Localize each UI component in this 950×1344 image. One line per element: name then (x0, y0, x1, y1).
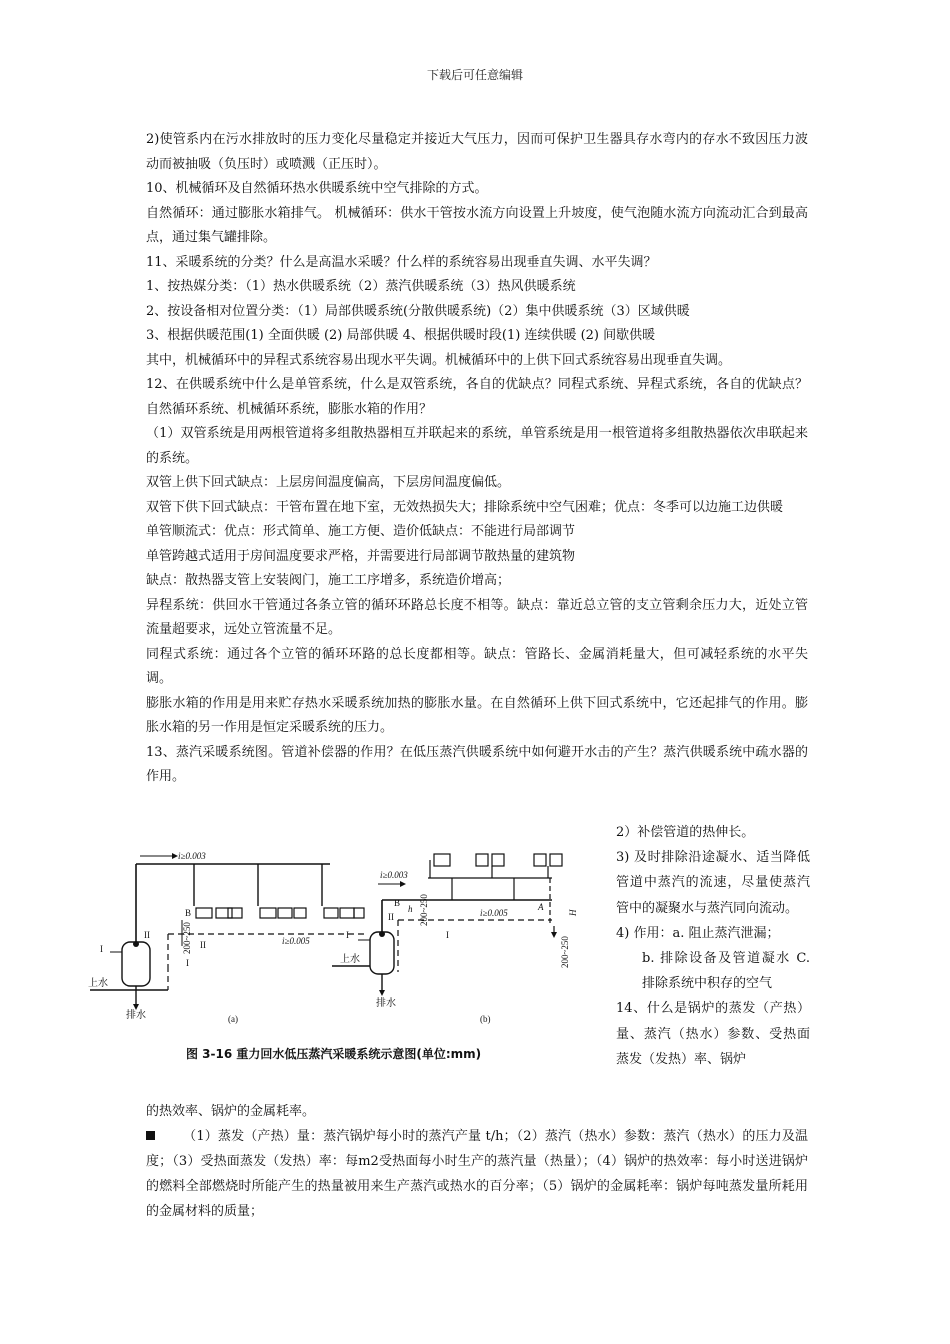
paragraph: 12、在供暖系统中什么是单管系统，什么是双管系统，各自的优缺点？同程式系统、异程式系统，各自的优缺点？自然循环系统、机械循环系统，膨胀水箱的作用？ (146, 377, 808, 417)
paragraph: 3、根据供暖范围(1) 全面供暖 (2) 局部供暖 4、根据供暖时段(1) 连续供暖 (2) 间歇供暖 (146, 328, 656, 343)
paragraph: 单管顺流式：优点：形式简单、施工方便、造价低缺点：不能进行局部调节 (146, 524, 576, 539)
label-A: A (538, 902, 544, 912)
paragraph: 的热效率、锅炉的金属耗率。 (146, 1104, 316, 1119)
dimension-label: 200~250 (419, 894, 429, 926)
dimension-label: 200~250 (560, 936, 570, 968)
dimension-label: 200~250 (182, 922, 192, 954)
paragraph: 自然循环：通过膨胀水箱排气。 机械循环：供水干管按水流方向设置上升坡度，使气泡随水流方向流动汇合到最高点，通过集气罐排除。 (146, 205, 808, 245)
paragraph: 4) 作用：a. 阻止蒸汽泄漏； (616, 925, 780, 941)
paragraph: 膨胀水箱的作用是用来贮存热水采暖系统加热的膨胀水量。在自然循环上供下回式系统中，它还起排气的作用。膨胀水箱的另一作用是恒定采暖系统的压力。 (146, 695, 808, 735)
label-h: h (408, 904, 413, 914)
tail-text (146, 1099, 808, 1224)
paragraph: 同程式系统：通过各个立管的循环环路的总长度都相等。缺点：管路长、金属消耗量大，但可减轻系统的水平失调。 (146, 646, 808, 686)
paragraph: 2)使管系内在污水排放时的压力变化尽量稳定并接近大气压力，因而可保护卫生器具存水弯内的存水不致因压力波动而被抽吸（负压时）或喷溅（正压时）。 (146, 132, 808, 172)
main-text (146, 128, 808, 790)
paragraph: 3) 及时排除沿途凝水、适当降低管道中蒸汽的流速，尽量使蒸汽管中的凝聚水与蒸汽同向流动。 (616, 850, 810, 916)
paragraph: 2）补偿管道的热伸长。 (616, 825, 755, 840)
paragraph: b. 排除设备及管道凝水 C. 排除系统中积存的空气 (642, 951, 810, 992)
drain-label: 排水 (376, 998, 396, 1009)
side-text (616, 820, 810, 1072)
paragraph: 2、按设备相对位置分类：（1）局部供暖系统(分散供暖系统)（2）集中供暖系统（3）区域供暖 (146, 303, 690, 319)
page-header: 下载后可任意编辑 (426, 68, 523, 82)
slope-label: i≥0.003 (380, 870, 408, 880)
label-H: H (568, 909, 578, 916)
paragraph: 双管下供下回式缺点：干管布置在地下室，无效热损失大；排除系统中空气困难；优点：冬季可以边施工边供暖 (146, 499, 784, 515)
paragraph: 11、采暖系统的分类？什么是高温水采暖？什么样的系统容易出现垂直失调、水平失调？ (146, 254, 657, 270)
diagram-b (332, 854, 578, 1024)
paragraph: 1、按热媒分类：（1）热水供暖系统（2）蒸汽供暖系统（3）热风供暖系统 (146, 279, 576, 294)
label-I: I (346, 930, 349, 940)
water-inlet-label: 上水 (88, 978, 108, 989)
slope-label: i≥0.003 (178, 851, 206, 861)
paragraph-body: （1）蒸发（产热）量：蒸汽锅炉每小时的蒸汽产量 t/h；（2）蒸汽（热水）参数：蒸汽（热水）的压力及温度；（3）受热面蒸发（发热）率：每m2受热面每小时生产的蒸汽量（热量）；（4）锅炉的热效率：每小时送进锅炉的燃料全部燃烧时所能产生的热量被用来生产蒸汽或热水的百分率；（5）锅炉的金属耗率：锅炉每吨蒸发量所耗用的金属材料的质量； (146, 1129, 808, 1219)
figure-caption: 图 3-16 重力回水低压蒸汽采暖系统示意图(单位:mm) (186, 1047, 482, 1061)
steam-heating-diagram (82, 816, 604, 1072)
drain-label: 排水 (126, 1010, 146, 1021)
label-I: I (100, 944, 103, 954)
label-I: I (186, 958, 189, 968)
label-II: II (388, 912, 394, 922)
paragraph: 10、机械循环及自然循环热水供暖系统中空气排除的方式。 (146, 181, 488, 196)
label-B: B (394, 898, 401, 908)
label-II: II (144, 930, 150, 940)
paragraph: 异程系统：供回水干管通过各条立管的循环环路总长度不相等。缺点：靠近总立管的支立管剩余压力大，近处立管流量超要求，远处立管流量不足。 (146, 597, 808, 637)
paragraph: 其中，机械循环中的异程式系统容易出现水平失调。机械循环中的上供下回式系统容易出现垂直失调。 (146, 352, 732, 368)
slope-label: i≥0.005 (282, 936, 310, 946)
paragraph: 14、什么是锅炉的蒸发（产热）量、蒸汽（热水）参数、受热面蒸发（发热）率、锅炉 (616, 1001, 810, 1067)
paragraph (146, 1124, 808, 1224)
label-B: B (185, 908, 192, 918)
diagram-b-label: (b) (480, 1014, 491, 1024)
diagram-a (88, 851, 366, 1024)
paragraph: 单管跨越式适用于房间温度要求严格，并需要进行局部调节散热量的建筑物 (146, 548, 576, 564)
label-II: II (200, 940, 206, 950)
paragraph: 双管上供下回式缺点：上层房间温度偏高，下层房间温度偏低。 (146, 475, 511, 490)
water-inlet-label: 上水 (340, 954, 360, 965)
diagram-a-label: (a) (228, 1014, 238, 1024)
bullet-square-icon (146, 1131, 155, 1140)
paragraph: 13、蒸汽采暖系统图。管道补偿器的作用？在低压蒸汽供暖系统中如何避开水击的产生？蒸汽供暖系统中疏水器的作用。 (146, 744, 808, 784)
label-I: I (446, 930, 449, 940)
slope-label: i≥0.005 (480, 908, 508, 918)
paragraph: （1）双管系统是用两根管道将多组散热器相互并联起来的系统，单管系统是用一根管道将多组散热器依次串联起来的系统。 (146, 426, 808, 466)
paragraph: 缺点：散热器支管上安装阀门，施工工序增多，系统造价增高； (146, 573, 511, 588)
